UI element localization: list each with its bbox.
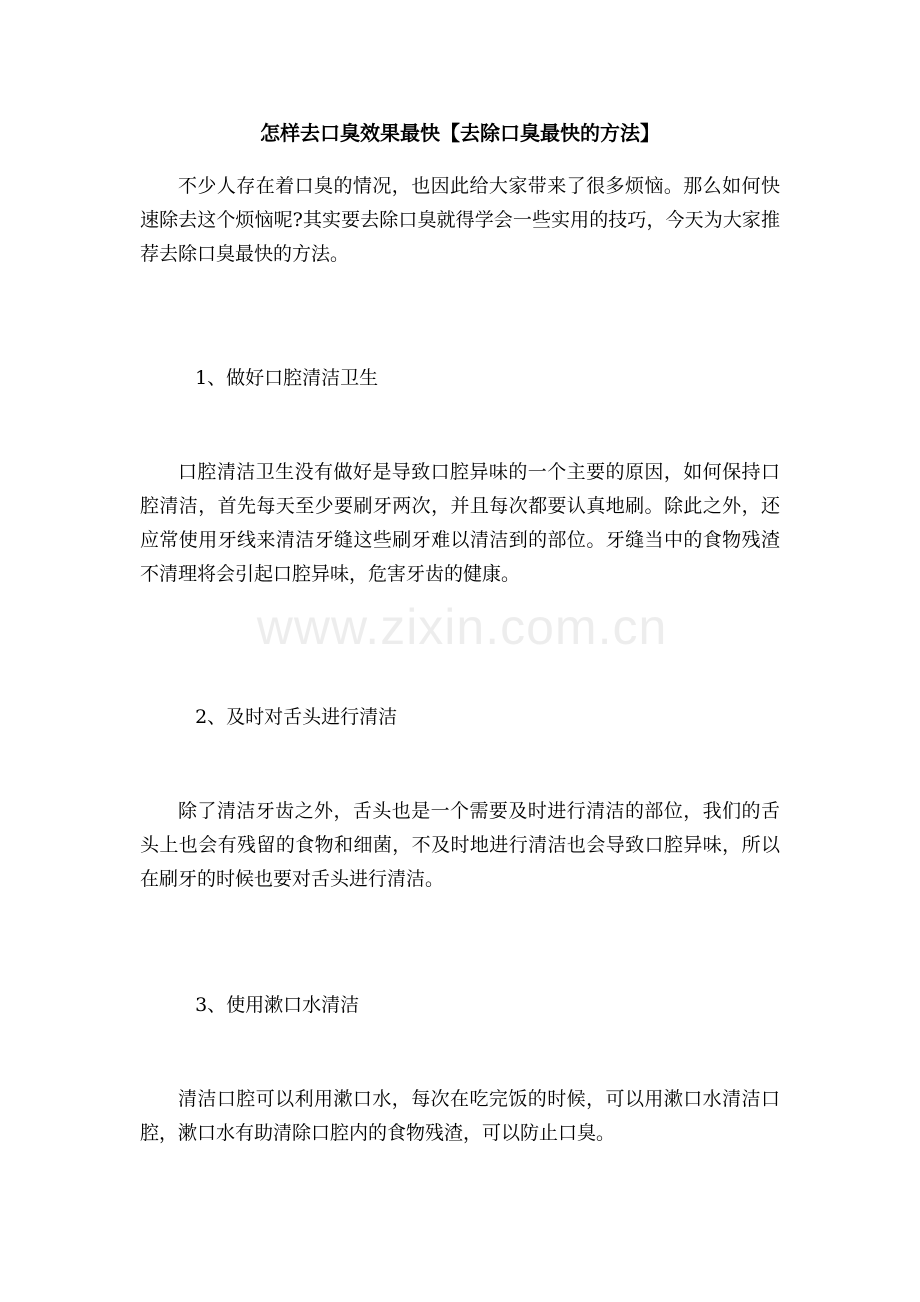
intro-paragraph: 不少人存在着口臭的情况，也因此给大家带来了很多烦恼。那么如何快速除去这个烦恼呢?其实要去除口臭就得学会一些实用的技巧，今天为大家推荐去除口臭最快的方法。 (140, 175, 780, 265)
section-heading-3: 3、使用漱口水清洁 (195, 994, 360, 1016)
section-body-3: 清洁口腔可以利用漱口水，每次在吃完饭的时候，可以用漱口水清洁口腔，漱口水有助清除口腔内的食物残渣，可以防止口臭。 (140, 1088, 780, 1144)
section-heading-1: 1、做好口腔清洁卫生 (195, 367, 379, 389)
section-heading-2: 2、及时对舌头进行清洁 (195, 706, 398, 728)
document-title: 怎样去口臭效果最快【去除口臭最快的方法】 (260, 121, 660, 145)
watermark-text: www.zixin.com.cn (256, 599, 668, 655)
section-body-2: 除了清洁牙齿之外，舌头也是一个需要及时进行清洁的部位，我们的舌头上也会有残留的食物和细菌，不及时地进行清洁也会导致口腔异味，所以在刷牙的时候也要对舌头进行清洁。 (140, 800, 780, 890)
section-body-1: 口腔清洁卫生没有做好是导致口腔异味的一个主要的原因，如何保持口腔清洁，首先每天至少要刷牙两次，并且每次都要认真地刷。除此之外，还应常使用牙线来清洁牙缝这些刷牙难以清洁到的部位。牙缝当中的食物残渣不清理将会引起口腔异味，危害牙齿的健康。 (140, 461, 780, 585)
